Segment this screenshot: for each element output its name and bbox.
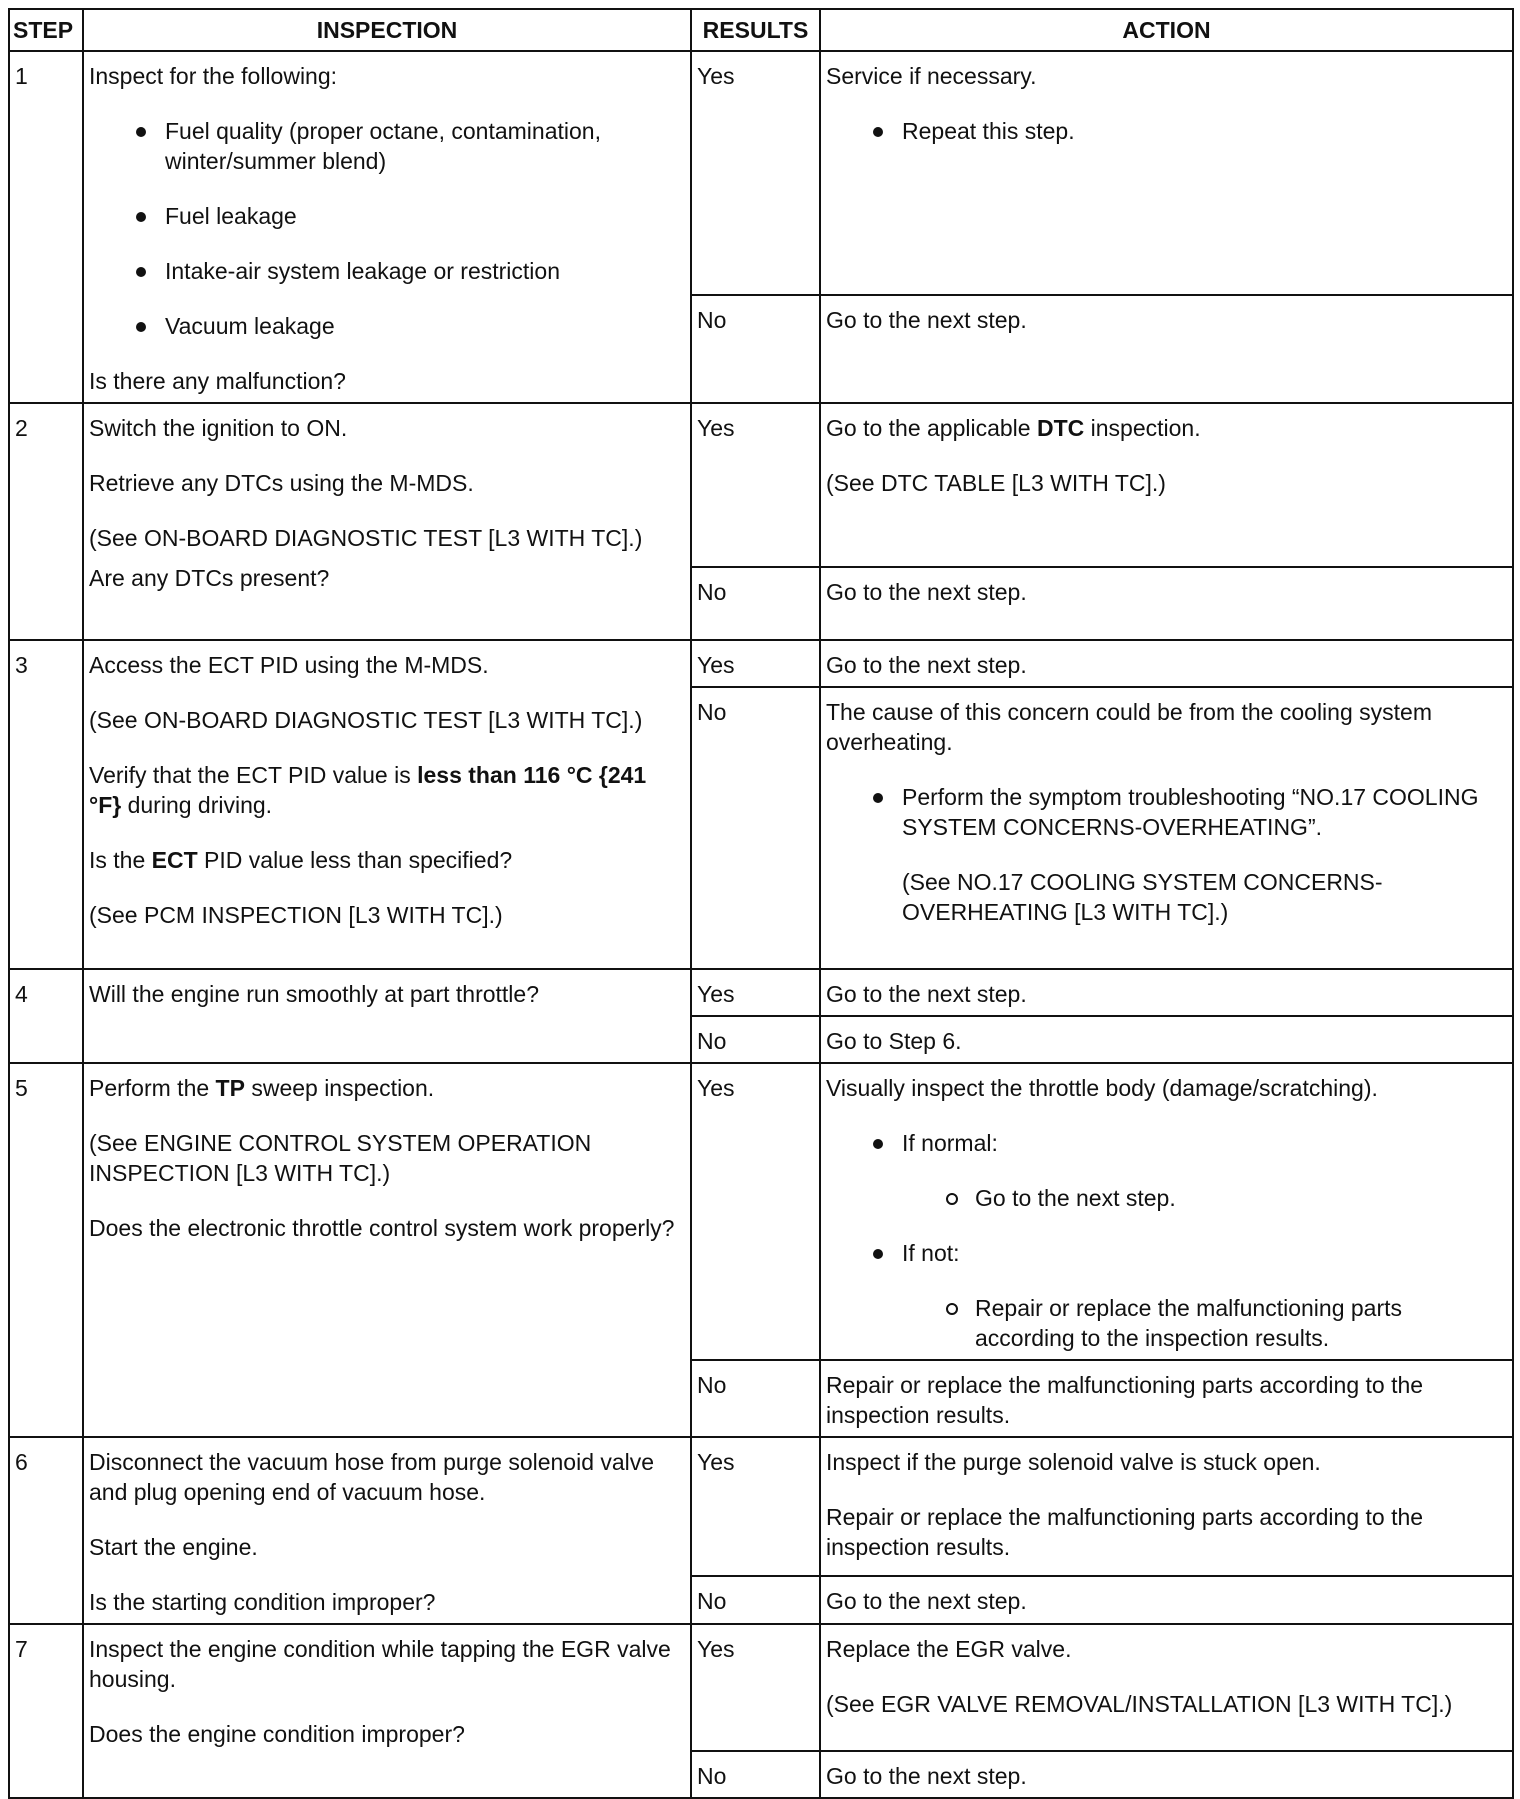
action-cell (820, 1360, 1513, 1437)
bullet-list (826, 1128, 1505, 1158)
action-cell (820, 1016, 1513, 1063)
list-item: If normal: (902, 1128, 1505, 1158)
action-cell (820, 403, 1513, 567)
action-text: Go to the next step. (826, 1763, 1027, 1789)
inspection-cell (83, 1063, 691, 1437)
list-item: Go to the next step. (975, 1183, 1505, 1213)
bullet-list (89, 116, 683, 341)
inspection-reference: (See ON-BOARD DIAGNOSTIC TEST [L3 WITH TC].) (89, 525, 643, 551)
inspection-text (89, 1073, 683, 1103)
action-cell (820, 1576, 1513, 1624)
inspection-text: Disconnect the vacuum hose from purge solenoid valve and plug opening end of vacuum hose. (89, 1449, 655, 1505)
bullet-list (826, 1238, 1505, 1268)
action-text: Inspect if the purge solenoid valve is stuck open. (826, 1449, 1321, 1475)
action-reference: (See EGR VALVE REMOVAL/INSTALLATION [L3 WITH TC].) (826, 1691, 1453, 1717)
inspection-cell (83, 640, 691, 969)
action-text: Go to the next step. (826, 307, 1027, 334)
step-number: 7 (9, 1624, 83, 1798)
action-text (826, 413, 1505, 443)
inspection-cell (83, 969, 691, 1063)
step-number: 6 (9, 1437, 83, 1624)
sub-bullet-list (826, 1183, 1505, 1213)
table-row (9, 403, 1513, 567)
inspection-text-part: during driving. (121, 792, 273, 818)
action-text: The cause of this concern could be from the cooling system overheating. (826, 699, 1432, 755)
result-no: No (691, 567, 820, 640)
result-no: No (691, 1360, 820, 1437)
action-text: Service if necessary. (826, 63, 1037, 89)
action-text: Go to the next step. (826, 579, 1027, 605)
action-text: Visually inspect the throttle body (damage/scratching). (826, 1075, 1378, 1101)
diagnostic-procedure-table (8, 8, 1514, 1799)
inspection-text-part: PID value less than specified? (197, 847, 513, 873)
inspection-question: Will the engine run smoothly at part throttle? (89, 981, 540, 1007)
action-text: Go to the next step. (826, 652, 1027, 678)
result-no: No (691, 1751, 820, 1798)
step-number: 4 (9, 969, 83, 1063)
inspection-question: Does the engine condition improper? (89, 1721, 465, 1747)
action-cell (820, 295, 1513, 403)
header-step: STEP (9, 9, 83, 51)
action-text: Replace the EGR valve. (826, 1636, 1072, 1662)
inspection-question: Is there any malfunction? (89, 368, 346, 394)
list-item: Repair or replace the malfunctioning parts according to the inspection results. (975, 1293, 1505, 1353)
result-yes: Yes (691, 403, 820, 567)
inspection-cell (83, 1437, 691, 1624)
step-number: 2 (9, 403, 83, 640)
table-header-row (9, 9, 1513, 51)
header-inspection: INSPECTION (83, 9, 691, 51)
inspection-text-part: Is the (89, 847, 152, 873)
step-number: 1 (9, 51, 83, 403)
result-no: No (691, 1576, 820, 1624)
inspection-cell (83, 403, 691, 640)
result-yes: Yes (691, 1437, 820, 1576)
inspection-text: Access the ECT PID using the M-MDS. (89, 652, 489, 678)
inspection-question: Is the starting condition improper? (89, 1589, 436, 1615)
action-cell (820, 1437, 1513, 1576)
inspection-text-part: sweep inspection. (244, 1075, 435, 1101)
inspection-text: Inspect for the following: (89, 63, 338, 89)
inspection-reference: (See ENGINE CONTROL SYSTEM OPERATION INSPECTION [L3 WITH TC].) (89, 1130, 592, 1186)
action-cell (820, 51, 1513, 295)
list-item: Intake-air system leakage or restriction (165, 256, 683, 286)
header-action: ACTION (820, 9, 1513, 51)
inspection-text-bold: less than 116 °C {241 °F} (89, 762, 647, 818)
result-yes: Yes (691, 1063, 820, 1360)
inspection-text-part: Verify that the ECT PID value is (89, 762, 418, 788)
table-row (9, 1624, 1513, 1751)
action-text: Repair or replace the malfunctioning parts according to the inspection results. (826, 1372, 1424, 1428)
step-number: 3 (9, 640, 83, 969)
sub-bullet-list (826, 1293, 1505, 1353)
list-item: Fuel leakage (165, 201, 683, 231)
action-reference: (See NO.17 COOLING SYSTEM CONCERNS-OVERHEATING [L3 WITH TC].) (902, 869, 1383, 925)
list-item (902, 782, 1505, 927)
inspection-cell (83, 51, 691, 403)
inspection-text-bold: ECT (151, 847, 198, 873)
header-results: RESULTS (691, 9, 820, 51)
action-reference: (See DTC TABLE [L3 WITH TC].) (826, 470, 1166, 496)
inspection-text: Switch the ignition to ON. (89, 415, 348, 441)
inspection-text-part: Perform the (89, 1075, 216, 1101)
inspection-text (89, 760, 683, 820)
action-text: Go to the next step. (826, 1588, 1027, 1615)
inspection-text-bold: TP (215, 1075, 245, 1101)
action-cell (820, 1751, 1513, 1798)
result-yes: Yes (691, 51, 820, 295)
bullet-list (826, 782, 1505, 927)
action-text-bold: DTC (1036, 415, 1085, 441)
inspection-question (89, 845, 683, 875)
action-cell (820, 1063, 1513, 1360)
action-cell (820, 567, 1513, 640)
step-number: 5 (9, 1063, 83, 1437)
action-text-part: inspection. (1084, 415, 1201, 441)
bullet-list (826, 116, 1505, 146)
action-text: Repair or replace the malfunctioning parts according to the inspection results. (826, 1504, 1424, 1560)
table-row (9, 640, 1513, 687)
action-cell (820, 969, 1513, 1016)
list-item: If not: (902, 1238, 1505, 1268)
list-item: Vacuum leakage (165, 311, 683, 341)
action-cell (820, 640, 1513, 687)
table-row (9, 51, 1513, 295)
result-no: No (691, 687, 820, 969)
action-text: Go to Step 6. (826, 1028, 962, 1054)
table-row (9, 969, 1513, 1016)
inspection-question: Are any DTCs present? (89, 565, 330, 591)
result-yes: Yes (691, 640, 820, 687)
result-no: No (691, 295, 820, 403)
action-text: Go to the next step. (826, 981, 1027, 1007)
result-yes: Yes (691, 1624, 820, 1751)
inspection-reference: (See PCM INSPECTION [L3 WITH TC].) (89, 902, 503, 928)
inspection-text: Retrieve any DTCs using the M-MDS. (89, 470, 474, 496)
result-yes: Yes (691, 969, 820, 1016)
inspection-cell (83, 1624, 691, 1798)
inspection-reference: (See ON-BOARD DIAGNOSTIC TEST [L3 WITH TC].) (89, 707, 643, 733)
inspection-text: Start the engine. (89, 1534, 258, 1560)
list-item-text: Perform the symptom troubleshooting “NO.17 COOLING SYSTEM CONCERNS-OVERHEATING”. (902, 784, 1479, 840)
inspection-question: Does the electronic throttle control system work properly? (89, 1215, 675, 1241)
list-item: Fuel quality (proper octane, contamination, winter/summer blend) (165, 116, 683, 176)
action-text-part: Go to the applicable (826, 415, 1037, 441)
action-cell (820, 1624, 1513, 1751)
list-item: Repeat this step. (902, 116, 1505, 146)
table-row (9, 1437, 1513, 1576)
action-cell (820, 687, 1513, 969)
table-row (9, 1063, 1513, 1360)
inspection-text: Inspect the engine condition while tapping the EGR valve housing. (89, 1636, 671, 1692)
result-no: No (691, 1016, 820, 1063)
